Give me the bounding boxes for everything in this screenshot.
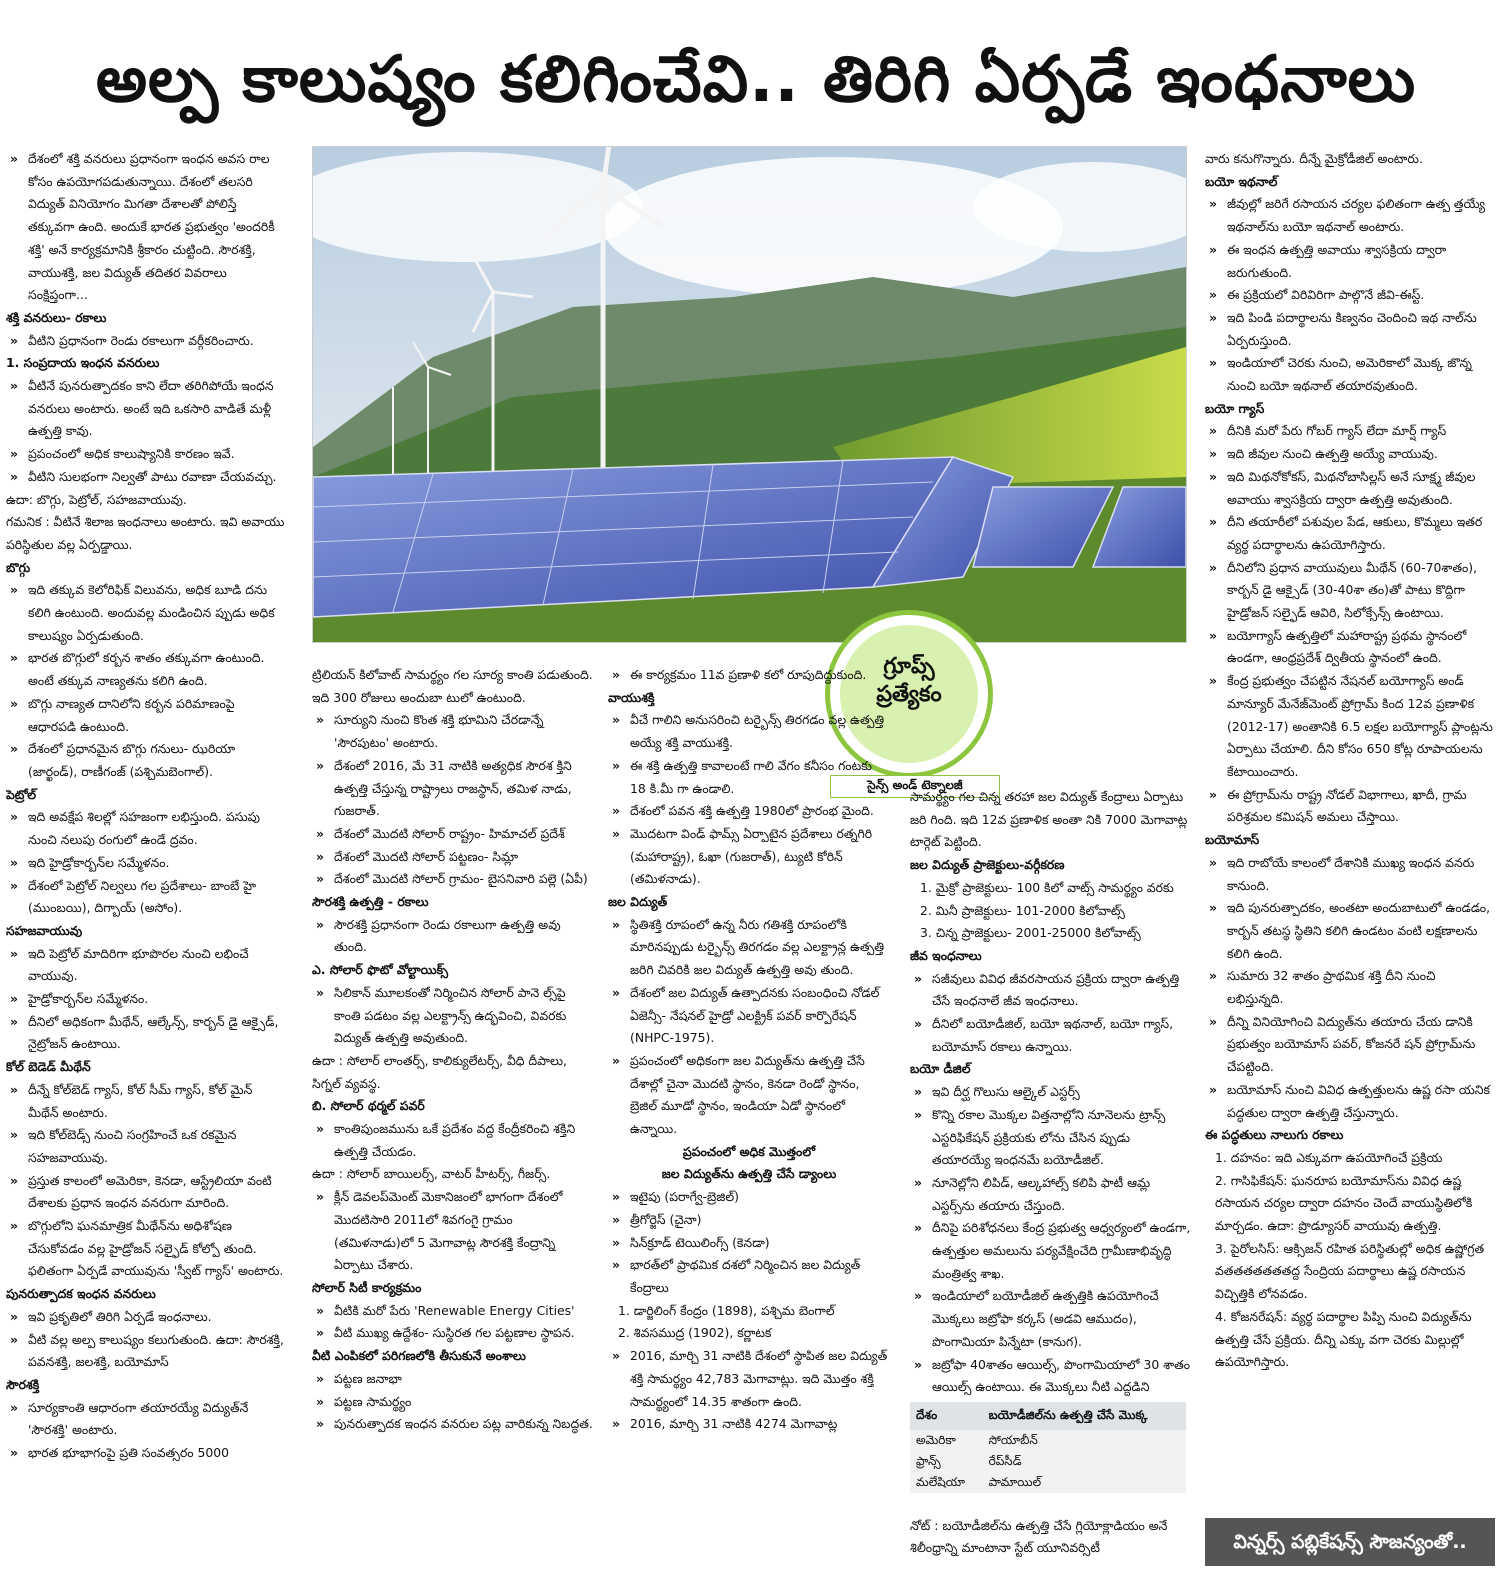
bullet-item: » పట్టణ సామర్థ్యం bbox=[312, 1391, 594, 1414]
bullet-item: » బయోగ్యాస్ ఉత్పత్తిలో మహారాష్ట్ర ప్రథమ స్థానంలో ఉండగా, ఆంధ్రప్రదేశ్ ద్వితీయ స్థానంలో ఉంది. bbox=[1205, 625, 1495, 670]
bullet-item: » ఇది పిండి పదార్థాలను కిణ్వనం చెందించి ఇథ నాల్‌ను ఏర్పరుస్తుంది. bbox=[1205, 307, 1495, 352]
numbered-item: 3. పైరోలసిస్: ఆక్సిజన్ రహిత పరిస్థితుల్లో అధిక ఉష్ణోగ్రత వతతతతతతతద్ద సేంద్రియ పదార్థాలు ఉష్ణ రసాయన విచ్ఛిత్తికి లోనవడం. bbox=[1215, 1240, 1485, 1302]
biodiesel-note: నోట్ : బయోడీజిల్‌ను ఉత్పత్తి చేసే గ్లియోక్లాడియం అనే శిలీంధ్రాన్ని మాంటానా స్టేట్ యూనివర్సిటీ bbox=[910, 1518, 1168, 1555]
bullet-item: » బొగ్గు నాణ్యత దానిలోని కర్బన పరిమాణంపై ఆధారపడి ఉంటుంది. bbox=[6, 693, 286, 738]
numbered-item: 2. మినీ ప్రాజెక్టులు- 101-2000 కిలోవాట్స్ bbox=[920, 902, 1125, 918]
section-heading: సోలార్ సిటీ కార్యక్రమం bbox=[312, 1279, 422, 1295]
numbered-item: 2. గాసిఫికేషన్: ఘనరూప బయోమాస్‌ను వివిధ ఉష్ణ రసాయన చర్యల ద్వారా దహనం చెందే వాయుస్థితిలోకి మార్చడం. ఉదా: ప్రొడ్యూసర్ వాయువు ఉత్పత్తి. bbox=[1215, 1172, 1473, 1234]
bullet-item: » ఇండియాలో బయోడీజిల్ ఉత్పత్తికి ఉపయోగించే మొక్కలు జట్రోఫా కర్కస్ (అడవి ఆముదం), పొంగామియా పిన్నేటా (కానుగ). bbox=[910, 1285, 1192, 1353]
bullet-item: » ఇది హైడ్రోకార్బన్‌ల సమ్మేళనం. bbox=[6, 852, 286, 875]
bullet-item: » దీనిలోని ప్రధాన వాయువులు మీథేన్ (60-70శాతం), కార్బన్ డై ఆక్సైడ్ (30-40శా తం)తో పాటు కొద్దిగా హైడ్రోజన్ సల్ఫైడ్ ఆవిరి, సిలోక్సేన్స్ ఉంటాయి. bbox=[1205, 557, 1495, 625]
section-heading: బయో డీజిల్ bbox=[910, 1061, 971, 1077]
bullet-item: » దేశంలో మొదటి సోలార్ పట్టణం- సిమ్లా bbox=[312, 846, 594, 869]
table-cell: సోయాబీన్ bbox=[983, 1430, 1186, 1451]
section-heading: బి. సోలార్ థర్మల్ పవర్ bbox=[312, 1098, 425, 1114]
bullet-item: » భారత భూభాగంపై ప్రతి సంవత్సరం 5000 bbox=[6, 1442, 286, 1465]
bullet-item: » ప్రస్తుత కాలంలో అమెరికా, కెనడా, ఆస్ట్రేలియా వంటి దేశాలకు ప్రధాన ఇంధన వనరుగా మారింది. bbox=[6, 1170, 286, 1215]
bullet-item: » హైడ్రోకార్బన్‌ల సమ్మేళనం. bbox=[6, 988, 286, 1011]
bullet-item: » 2016, మార్చి 31 నాటికి 4274 మెగావాట్ల bbox=[608, 1413, 890, 1436]
bullet-item: » ఈ శక్తి ఉత్పత్తి కావాలంటే గాలి వేగం కనీసం గంటకు 18 కి.మీ గా ఉండాలి. bbox=[608, 755, 890, 800]
bullet-item: » ఇవి దీర్ఘ గొలుసు ఆల్కైల్ ఎస్టర్స్ bbox=[910, 1081, 1192, 1104]
table-cell: అమెరికా bbox=[910, 1430, 983, 1451]
bullet-item: » వీటి వల్ల అల్ప కాలుష్యం కలుగుతుంది. ఉదా: సౌరశక్తి, పవనశక్తి, జలశక్తి, బయోమాస్ bbox=[6, 1329, 286, 1374]
bullet-item: » సూర్యుని నుంచి కొంత శక్తి భూమిని చేరడాన్నే 'సౌరపుటం' అంటారు. bbox=[312, 709, 594, 754]
section-heading: వాయుశక్తి bbox=[608, 689, 655, 705]
bullet-item: » కొన్ని రకాల మొక్కల విత్తనాల్లోని నూనెలను ట్రాన్స్ ఎస్టరిఫికేషన్ ప్రక్రియకు లోను చేసిన ప్పుడు తయారయ్యే ఇంధనమే బయోడీజిల్. bbox=[910, 1104, 1192, 1172]
bullet-item: » ఇటైపు (పరాగ్వే-బ్రెజిల్) bbox=[608, 1186, 890, 1209]
bullet-item: » పునరుత్పాదక ఇంధన వనరుల పట్ల వారికున్న నిబద్ధత. bbox=[312, 1413, 594, 1436]
bullet-item: » మొదటగా విండ్ ఫామ్స్ ఏర్పాటైన ప్రదేశాలు రత్నగిరి (మహారాష్ట్ర), ఓఖా (గుజరాత్), ట్యుటి కోరిన్ (తమిళనాడు). bbox=[608, 823, 890, 891]
section-heading: వీటి ఎంపికలో పరిగణలోకి తీసుకునే అంశాలు bbox=[312, 1348, 526, 1364]
bullet-item: » స్థితిశక్తి రూపంలో ఉన్న నీరు గతిశక్తి రూపంలోకి మారినప్పుడు టర్బైన్స్ తిరగడం వల్ల ఎలక్ట్రాన్ల ఉత్పత్తి జరిగి చివరికి జల విద్యుత్ ఉత్పత్తి అవు తుంది. bbox=[608, 914, 890, 982]
numbered-item: 1. దహనం: ఇది ఎక్కువగా ఉపయోగించే ప్రక్రియ bbox=[1215, 1149, 1443, 1165]
paragraph: వారు కనుగొన్నారు. దీన్నే మైక్రోడీజిల్ అంటారు. bbox=[1205, 151, 1423, 166]
column-2 bbox=[312, 664, 594, 1578]
bullet-item: » బొగ్గులోని ఘనమాత్రిక మీథేన్‌ను అధిశోషణ చేసుకోవడం వల్ల హైడ్రోజన్ సల్ఫైడ్ కోల్పో తుంది. ఫలితంగా ఏర్పడే వాయువును 'స్వీట్ గ్యాస్' అంటారు. bbox=[6, 1215, 286, 1283]
bullet-item: » వీచే గాలిని అనుసరించి టర్బైన్స్ తిరగడం వల్ల ఉత్పత్తి అయ్యే శక్తి వాయుశక్తి. bbox=[608, 709, 890, 754]
bullet-item: » త్రీగోర్జెస్ (చైనా) bbox=[608, 1209, 890, 1232]
numbered-item: 3. చిన్న ప్రాజెక్టులు- 2001-25000 కిలోవాట్స్ bbox=[920, 925, 1141, 941]
table-cell: పామాయిల్ bbox=[983, 1472, 1186, 1493]
bullet-item: » దీనిపై పరిశోధనలు కేంద్ర ప్రభుత్వ ఆధ్వర్యంలో ఉండగా, ఉత్పత్తుల అమలును పర్యవేక్షించేది గ్రామీణాభివృద్ధి మంత్రిత్వ శాఖ. bbox=[910, 1217, 1192, 1285]
section-heading: పునరుత్పాదక ఇంధన వనరులు bbox=[6, 1286, 156, 1302]
bullet-item: » ఈ కార్యక్రమం 11వ ప్రణాళి కలో రూపుదిద్దుకుంది. bbox=[608, 664, 890, 687]
bullet-item: » దేశంలో ప్రధానమైన బొగ్గు గనులు- ఝరియా (జార్ఖండ్), రాణీగంజ్ (పశ్చిమబెంగాల్). bbox=[6, 738, 286, 783]
table-cell: మలేషియా bbox=[910, 1472, 983, 1493]
wind-solar-photo bbox=[312, 146, 1187, 643]
paragraph: ఉదా : సోలార్ లాంతర్స్, కాలిక్యులేటర్స్, వీధి దీపాలు, సిగ్నల్ వ్యవస్థ. bbox=[312, 1052, 567, 1091]
section-heading: పెట్రోల్ bbox=[6, 786, 37, 802]
wind-turbines-and-solar-panels-photo bbox=[313, 147, 1186, 642]
numbered-item: 1. డార్జిలింగ్ కేంద్రం (1898), పశ్చిమ బెంగాల్ bbox=[618, 1302, 835, 1318]
bullet-item: » ఇది జీవుల నుంచి ఉత్పత్తి అయ్యే వాయువు. bbox=[1205, 443, 1495, 466]
bullet-item: » వీటినే పునరుత్పాదకం కాని లేదా తరిగిపోయే ఇంధన వనరులు అంటారు. అంటే ఇది ఒకసారి వాడితే మళ్లీ ఉత్పత్తి కావు. bbox=[6, 375, 286, 443]
bullet-item: » ఇది అవక్షేప శిలల్లో సహజంగా లభిస్తుంది. పసుపు నుంచి నలుపు రంగులో ఉండే ద్రవం. bbox=[6, 806, 286, 851]
section-heading: శక్తి వనరులు- రకాలు bbox=[6, 309, 107, 325]
bullet-item: » వీటి ముఖ్య ఉద్దేశం- సుస్థిరత గల పట్టణాల స్థాపన. bbox=[312, 1322, 594, 1345]
section-heading: బయో ఇథనాల్ bbox=[1205, 173, 1278, 189]
bullet-item: » ఈ ప్రోగ్రామ్‌ను రాష్ట్ర నోడల్ విభాగాలు, ఖాదీ, గ్రామ పరిశ్రమల కమిషన్ అమలు చేస్తాయి. bbox=[1205, 784, 1495, 829]
table-cell: ఫ్రాన్స్ bbox=[910, 1451, 983, 1472]
table-row bbox=[910, 1472, 1186, 1493]
numbered-item: 1. మైక్రో ప్రాజెక్టులు- 100 కిలో వాట్స్ సామర్థ్యం వరకు bbox=[920, 879, 1174, 895]
bullet-item: » కాంతిపుంజమును ఒకే ప్రదేశం వద్ద కేంద్రీకరించి శక్తిని ఉత్పత్తి చేయడం. bbox=[312, 1118, 594, 1163]
bullet-item: » దేశంలో జల విద్యుత్ ఉత్పాదనకు సంబంధించి నోడల్ ఏజెన్సీ- నేషనల్ హైడ్రో ఎలక్ట్రిక్ పవర్ కార్పొరేషన్ (NHPC-1975). bbox=[608, 982, 890, 1050]
bullet-item: » ఇది పెట్రోల్ మాదిరిగా భూపొరల నుంచి లభించే వాయువు. bbox=[6, 943, 286, 988]
table-cell: రేప్‌సీడ్ bbox=[983, 1451, 1186, 1472]
section-heading: ఎ. సోలార్ ఫొటో వోల్టాయిక్స్ bbox=[312, 962, 449, 978]
bullet-item: » దీనిలో అధికంగా మీథేన్, ఆల్కేన్స్, కార్బన్ డై ఆక్సైడ్, నైట్రోజన్ ఉంటాయి. bbox=[6, 1011, 286, 1056]
section-heading: కోల్ బెడెడ్ మీథేన్ bbox=[6, 1059, 91, 1075]
section-heading: సౌరశక్తి bbox=[6, 1376, 40, 1392]
bullet-item: » సూర్యకాంతి ఆధారంగా తయారయ్యే విద్యుత్‌నే 'సౌరశక్తి' అంటారు. bbox=[6, 1397, 286, 1442]
bullet-item: » దేశంలో పెట్రోల్ నిల్వలు గల ప్రదేశాలు- బాంబే హై (ముంబయి), దిగ్బాయ్ (అసోం). bbox=[6, 875, 286, 920]
bullet-item: » దీన్నే కోల్‌బెడ్ గ్యాస్, కోల్ సీమ్ గ్యాస్, కోల్ మైన్ మీథేన్ అంటారు. bbox=[6, 1079, 286, 1124]
paragraph: ఉదా : సోలార్ బాయిలర్స్, వాటర్ హీటర్స్, గీజర్స్. bbox=[312, 1166, 551, 1182]
table-header-plant: బయోడీజిల్‌ను ఉత్పత్తి చేసే మొక్క bbox=[983, 1402, 1186, 1430]
bullet-item: » ఇవి ప్రకృతిలో తిరిగి ఏర్పడే ఇంధనాలు. bbox=[6, 1306, 286, 1329]
bullet-item: » ఈ ప్రక్రియలో విరివిరిగా పాల్గొనే జీవి-ఈస్ట్. bbox=[1205, 284, 1495, 307]
bullet-item: » ఇది పునరుత్పాదకం, అంతటా అందుబాటులో ఉండడం, కార్బన్ తటస్థ స్థితిని కలిగి ఉండటం వంటి లక్షణాలను కలిగి ఉంది. bbox=[1205, 897, 1495, 965]
bullet-item: » సజీవులు వివిధ జీవరసాయన ప్రక్రియ ద్వారా ఉత్పత్తి చేసే ఇంధనాలే జీవ ఇంధనాలు. bbox=[910, 968, 1192, 1013]
bullet-item: » సుమారు 32 శాతం ప్రాథమిక శక్తి దీని నుంచి లభిస్తున్నది. bbox=[1205, 965, 1495, 1010]
headline: అల్ప కాలుష్యం కలిగించేవి.. తిరిగి ఏర్పడే ఇంధనాలు bbox=[95, 43, 1417, 117]
bullet-item: » దీని తయారీలో పశువుల పేడ, ఆకులు, కొమ్మలు ఇతర వ్యర్థ పదార్థాలను ఉపయోగిస్తారు. bbox=[1205, 511, 1495, 556]
bullet-item: » దీనిలో బయోడీజిల్, బయో ఇథనాల్, బయో గ్యాస్, బయోమాస్ రకాలు ఉన్నాయి. bbox=[910, 1013, 1192, 1058]
paragraph: గమనిక : వీటినే శిలాజ ఇంధనాలు అంటారు. ఇవి అవాయు పరిస్థితుల వల్ల ఏర్పడ్డాయి. bbox=[6, 514, 285, 552]
section-heading: 1. సంప్రదాయ ఇంధన వనరులు bbox=[6, 355, 160, 371]
bullet-item: » ఇది మిథనోకోకస్, మిథనోబాసిల్లస్ అనే సూక్ష్మ జీవుల అవాయు శ్వాసక్రియ ద్వారా ఉత్పత్తి అవుతుంది. bbox=[1205, 466, 1495, 511]
publisher-credit: విన్నర్స్ పబ్లికేషన్స్ సౌజన్యంతో.. bbox=[1205, 1518, 1495, 1566]
bullet-item: » వీటికి మరో పేరు 'Renewable Energy Cities' bbox=[312, 1300, 594, 1323]
bullet-item: » ఇది రాబోయే కాలంలో దేశానికి ముఖ్య ఇంధన వనరు కానుంది. bbox=[1205, 852, 1495, 897]
numbered-item: 4. కోజనరేషన్: వ్యర్థ పదార్థాల పిప్పి నుంచి విద్యుత్‌ను ఉత్పత్తి చేసే ప్రక్రియ. దీన్ని ఎక్కు వగా చెరకు మిల్లుల్లో ఉపయోగిస్తారు. bbox=[1215, 1308, 1472, 1370]
table-header-country: దేశం bbox=[910, 1402, 983, 1430]
section-heading: జల విద్యుత్ ప్రాజెక్టులు-వర్గీకరణ bbox=[910, 857, 1065, 873]
bullet-item: » సౌరశక్తి ప్రధానంగా రెండు రకాలుగా ఉత్పత్తి అవు తుంది. bbox=[312, 914, 594, 959]
section-heading: బొగ్గు bbox=[6, 559, 31, 575]
bullet-item: » పట్టణ జనాభా bbox=[312, 1368, 594, 1391]
centered-heading: ప్రపంచంలో అధిక మొత్తంలో bbox=[682, 1143, 816, 1159]
bullet-item: » ఇండియాలో చెరకు నుంచి, అమెరికాలో మొక్క జొన్న నుంచి బయో ఇథనాల్ తయారవుతుంది. bbox=[1205, 352, 1495, 397]
paragraph: ఉదా: బొగ్గు, పెట్రోల్, సహజవాయువు. bbox=[6, 491, 187, 507]
bullet-item: » ఇది కోల్‌బెడ్స్ నుంచి సంగ్రహించే ఒక రకమైన సహజవాయువు. bbox=[6, 1124, 286, 1169]
section-heading: జీవ ఇంధనాలు bbox=[910, 947, 982, 963]
bullet-item: » భారత బొగ్గులో కర్బన శాతం తక్కువగా ఉంటుంది. అంటే తక్కువ నాణ్యతను కలిగి ఉంది. bbox=[6, 647, 286, 692]
bullet-item: » దేశంలో మొదటి సోలార్ రాష్ట్రం- హిమాచల్ ప్రదేశ్ bbox=[312, 823, 594, 846]
bullet-item: » దేశంలో మొదటి సోలార్ గ్రామం- బైసనివారి పల్లె (ఏపీ) bbox=[312, 868, 594, 891]
badge-line-2: ప్రత్యేకం bbox=[876, 682, 942, 707]
bullet-item: » నూనెల్లోని లిపిడ్, ఆల్కహాల్స్ కలిపి ఫాటీ ఆమ్ల ఎస్టర్స్‌ను తయారు చేస్తుంది. bbox=[910, 1172, 1192, 1217]
section-heading: సౌరశక్తి ఉత్పత్తి - రకాలు bbox=[312, 894, 429, 910]
bullet-item: » జీవుల్లో జరిగే రసాయన చర్యల ఫలితంగా ఉత్ప త్తయ్యే ఇథనాల్‌ను బయో ఇథనాల్ అంటారు. bbox=[1205, 193, 1495, 238]
badge-subtitle: సైన్స్ అండ్ టెక్నాలజీ bbox=[830, 775, 1000, 798]
centered-heading: జల విద్యుత్‌ను ఉత్పత్తి చేసే డ్యాంలు bbox=[661, 1166, 837, 1182]
bullet-item: » దీనికి మరో పేరు గోబర్ గ్యాస్ లేదా మార్ష్ గ్యాస్ bbox=[1205, 420, 1495, 443]
section-heading: సహజవాయువు bbox=[6, 922, 83, 938]
section-heading: బయోమాస్ bbox=[1205, 832, 1260, 848]
bullet-item: » వీటిని సులభంగా నిల్వతో పాటు రవాణా చేయవచ్చు. bbox=[6, 466, 286, 489]
bullet-item: » భారత్‌లో ప్రాథమిక దశలో నిర్మించిన జల విద్యుత్ కేంద్రాలు bbox=[608, 1254, 890, 1299]
bullet-item: » సిలికాన్ మూలకంతో నిర్మించిన సోలార్ పానె ల్స్‌పై కాంతి పడటం వల్ల ఎలక్ట్రాన్స్ ఉద్భవించి, వివరకు విద్యుత్ ఉత్పత్తి అవుతుంది. bbox=[312, 982, 594, 1050]
bullet-item: » 2016, మార్చి 31 నాటికి దేశంలో స్థాపిత జల విద్యుత్ శక్తి సామర్థ్యం 42,783 మెగావాట్లు. ఇది మొత్తం శక్తి సామర్థ్యంలో 14.35 శాతంగా ఉంది. bbox=[608, 1345, 890, 1413]
bullet-item: » దీన్ని వినియోగించి విద్యుత్‌ను తయారు చేయ డానికి ప్రభుత్వం బయోమాస్ పవర్, కోజనరే షన్ ప్రోగ్రామ్‌ను చేపట్టింది. bbox=[1205, 1011, 1495, 1079]
bullet-item: » వీటిని ప్రధానంగా రెండు రకాలుగా వర్గీకరించారు. bbox=[6, 330, 286, 353]
column-5 bbox=[1205, 148, 1495, 1510]
table-row bbox=[910, 1430, 1186, 1451]
bullet-item: » ప్రపంచంలో అధికంగా జల విద్యుత్‌ను ఉత్పత్తి చేసే దేశాల్లో చైనా మొదటి స్థానం, కెనడా రెండో స్థానం, బ్రెజిల్ మూడో స్థానం, ఇండియా ఏడో స్థానంలో ఉన్నాయి. bbox=[608, 1050, 890, 1141]
bullet-item: » ఈ ఇంధన ఉత్పత్తి అవాయు శ్వాసక్రియ ద్వారా జరుగుతుంది. bbox=[1205, 239, 1495, 284]
column-3 bbox=[608, 664, 890, 1578]
badge-line-1: గ్రూప్స్ bbox=[883, 654, 935, 679]
bullet-item: » ప్రపంచంలో అధిక కాలుష్యానికి కారణం ఇవే. bbox=[6, 443, 286, 466]
column-4 bbox=[910, 786, 1192, 1398]
bullet-item: » సిన్‌క్రూడ్ టెయిలింగ్స్ (కెనడా) bbox=[608, 1232, 890, 1255]
bullet-item: » దేశంలో శక్తి వనరులు ప్రధానంగా ఇంధన అవస రాల కోసం ఉపయోగపడుతున్నాయి. దేశంలో తలసరి విద్యుత్ వినియోగం మిగతా దేశాలతో పోలిస్తే తక్కువగా ఉంది. అందుకే భారత ప్రభుత్వం 'అందరికీ శక్తి' అనే కార్యక్రమానికి శ్రీకారం చుట్టింది. సౌరశక్తి, వాయుశక్తి, జల విద్యుత్ తదితర వివరాలు సంక్షిప్తంగా... bbox=[6, 148, 286, 307]
bullet-item: » కేంద్ర ప్రభుత్వం చేపట్టిన నేషనల్ బయోగ్యాస్ అండ్ మాన్యూర్ మేనేజ్‌మెంట్ ప్రోగ్రామ్ కింద 12వ ప్రణాళిక (2012-17) అంతానికి 6.5 లక్షల బయోగ్యాస్ ప్లాంట్లను ఏర్పాటు చేయాలి. దీని కోసం 650 కోట్ల రూపాయలను కేటాయించారు. bbox=[1205, 670, 1495, 784]
paragraph: సామర్థ్యం గల చిన్న తరహా జల విద్యుత్ కేంద్రాలు ఏర్పాటు జరి గింది. ఇది 12వ ప్రణాళిక అంతా నికి 7000 మెగావాట్ల టార్గెట్ పెట్టింది. bbox=[910, 789, 1188, 850]
section-heading: ఈ పద్ధతులు నాలుగు రకాలు bbox=[1205, 1127, 1344, 1143]
bullet-item: » బయోమాస్ నుంచి వివిధ ఉత్పత్తులను ఉష్ణ రసా యనిక పద్ధతుల ద్వారా ఉత్పత్తి చేస్తున్నారు. bbox=[1205, 1079, 1495, 1124]
column-1 bbox=[6, 148, 286, 1578]
bullet-item: » దేశంలో పవన శక్తి ఉత్పత్తి 1980లో ప్రారంభ మైంది. bbox=[608, 800, 890, 823]
paragraph: ట్రిలియన్ కిలోవాట్ సామర్థ్యం గల సూర్య కాంతి పడుతుంది. ఇది 300 రోజులు అందుబా టులో ఉంటుంది. bbox=[312, 667, 593, 705]
section-heading: బయో గ్యాస్ bbox=[1205, 400, 1265, 416]
table-row bbox=[910, 1451, 1186, 1472]
bullet-item: » క్లీన్ డెవలప్‌మెంట్ మెకానిజంలో భాగంగా దేశంలో మొదటిసారి 2011లో శివగంగై గ్రామం (తమిళనాడు)లో 5 మెగావాట్ల సౌరశక్తి కేంద్రాన్ని ఏర్పాటు చేశారు. bbox=[312, 1186, 594, 1277]
bullet-item: » జట్రోఫా 40శాతం ఆయిల్స్, పొంగామియాలో 30 శాతం ఆయిల్స్ ఉంటాయి. ఈ మొక్కలు నీటి ఎద్దడిని bbox=[910, 1354, 1192, 1398]
numbered-item: 2. శివసముద్ర (1902), కర్ణాటక bbox=[618, 1325, 772, 1341]
biodiesel-plants-table bbox=[910, 1402, 1186, 1493]
section-heading: జల విద్యుత్ bbox=[608, 894, 668, 910]
bullet-item: » ఇది తక్కువ కెలోరిఫిక్ విలువను, అధిక బూడి దను కలిగి ఉంటుంది. అందువల్ల మండించిన ప్పుడు అధిక కాలుష్యం ఏర్పడుతుంది. bbox=[6, 579, 286, 647]
bullet-item: » దేశంలో 2016, మే 31 నాటికి అత్యధిక సౌరశ క్తిని ఉత్పత్తి చేస్తున్న రాష్ట్రాలు రాజస్థాన్, తమిళ నాడు, గుజరాత్. bbox=[312, 755, 594, 823]
